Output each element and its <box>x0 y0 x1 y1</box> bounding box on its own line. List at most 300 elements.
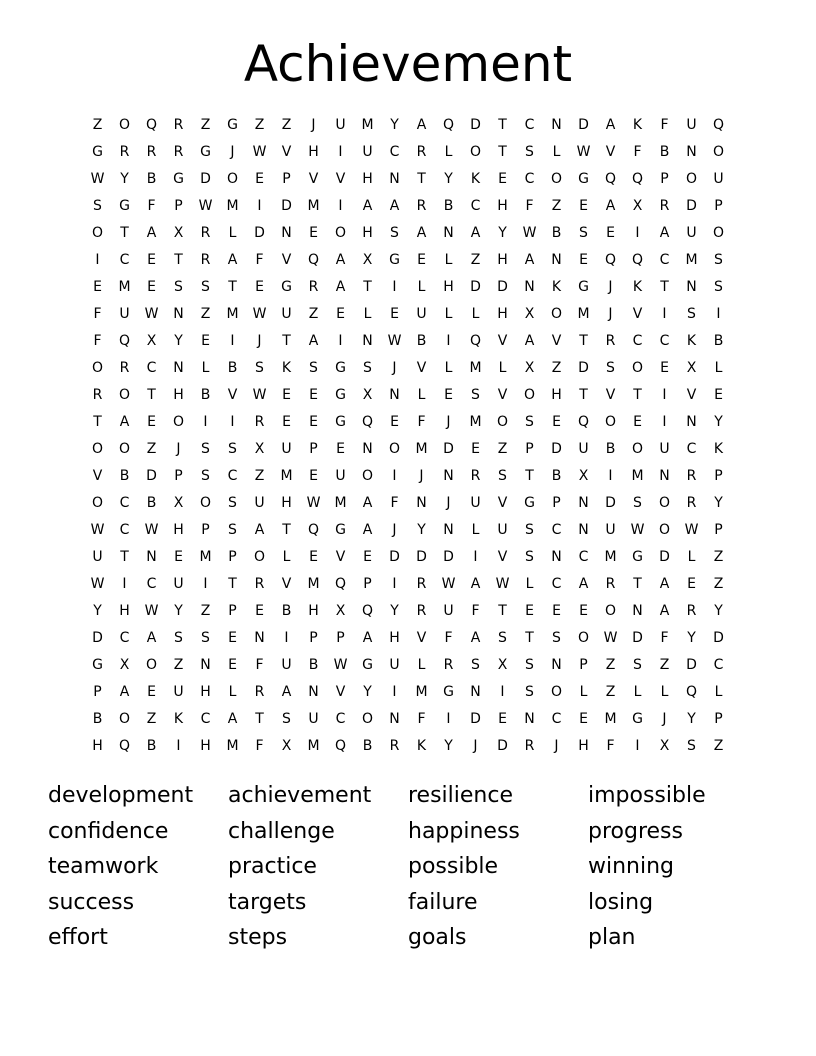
grid-row <box>84 328 732 355</box>
grid-letter: A <box>605 198 616 214</box>
grid-letter: L <box>714 684 723 700</box>
grid-letter: V <box>308 171 319 187</box>
grid-letter: E <box>579 603 588 619</box>
grid-letter: L <box>201 360 210 376</box>
grid-row <box>84 301 732 328</box>
grid-letter: N <box>686 414 697 430</box>
grid-letter: E <box>687 576 696 592</box>
grid-letter: O <box>361 711 374 727</box>
word-list-item: plan <box>588 925 636 951</box>
grid-letter: O <box>523 387 536 403</box>
grid-letter: P <box>363 576 372 592</box>
grid-letter: C <box>551 711 562 727</box>
grid-letter: D <box>470 711 481 727</box>
grid-letter: K <box>686 333 697 349</box>
grid-letter: I <box>392 576 397 592</box>
grid-letter: X <box>524 306 535 322</box>
grid-letter: A <box>659 603 670 619</box>
grid-letter: J <box>176 441 181 457</box>
grid-letter: W <box>495 576 510 592</box>
grid-letter: U <box>281 306 292 322</box>
grid-letter: P <box>174 468 183 484</box>
grid-letter: P <box>93 684 102 700</box>
grid-letter: V <box>281 144 292 160</box>
grid-letter: K <box>281 360 292 376</box>
grid-letter: J <box>446 495 451 511</box>
grid-letter: N <box>443 522 454 538</box>
grid-letter: V <box>416 360 427 376</box>
grid-letter: L <box>363 306 372 322</box>
grid-letter: C <box>632 333 643 349</box>
grid-letter: R <box>200 252 211 268</box>
grid-letter: G <box>92 657 103 673</box>
grid-letter: O <box>712 225 725 241</box>
grid-letter: A <box>524 333 535 349</box>
grid-letter: C <box>227 468 238 484</box>
grid-letter: M <box>118 279 131 295</box>
grid-letter: D <box>254 225 265 241</box>
grid-letter: T <box>633 387 642 403</box>
grid-letter: E <box>282 414 291 430</box>
grid-letter: E <box>309 387 318 403</box>
grid-letter: U <box>281 657 292 673</box>
grid-letter: E <box>579 711 588 727</box>
grid-letter: R <box>605 576 616 592</box>
grid-letter: E <box>363 549 372 565</box>
grid-letter: C <box>119 252 130 268</box>
grid-letter: U <box>443 603 454 619</box>
grid-letter: L <box>282 549 291 565</box>
grid-letter: U <box>389 657 400 673</box>
grid-letter: H <box>200 738 211 754</box>
grid-letter: N <box>146 549 157 565</box>
grid-letter: X <box>578 468 589 484</box>
grid-letter: O <box>550 684 563 700</box>
grid-row <box>84 571 732 598</box>
grid-letter: I <box>338 144 343 160</box>
grid-row <box>84 436 732 463</box>
grid-letter: L <box>417 657 426 673</box>
grid-letter: W <box>630 522 645 538</box>
grid-letter: A <box>470 576 481 592</box>
grid-letter: I <box>284 630 289 646</box>
grid-letter: L <box>660 684 669 700</box>
grid-letter: E <box>255 171 264 187</box>
grid-letter: O <box>226 171 239 187</box>
grid-letter: B <box>92 711 103 727</box>
grid-letter: N <box>551 117 562 133</box>
grid-letter: B <box>416 333 427 349</box>
grid-letter: A <box>578 576 589 592</box>
grid-letter: U <box>605 522 616 538</box>
grid-letter: I <box>662 306 667 322</box>
grid-letter: N <box>524 279 535 295</box>
grid-letter: D <box>551 441 562 457</box>
grid-letter: I <box>392 279 397 295</box>
grid-letter: Y <box>363 684 372 700</box>
grid-letter: M <box>334 495 347 511</box>
grid-letter: A <box>362 522 373 538</box>
grid-letter: W <box>387 333 402 349</box>
grid-letter: N <box>551 657 562 673</box>
grid-letter: W <box>90 522 105 538</box>
grid-letter: A <box>416 225 427 241</box>
grid-letter: M <box>604 549 617 565</box>
grid-letter: P <box>714 198 723 214</box>
grid-letter: V <box>92 468 103 484</box>
grid-letter: T <box>525 468 534 484</box>
grid-letter: O <box>658 495 671 511</box>
grid-letter: J <box>311 117 316 133</box>
grid-letter: O <box>604 414 617 430</box>
grid-letter: H <box>173 522 184 538</box>
grid-letter: S <box>255 360 264 376</box>
grid-letter: H <box>119 603 130 619</box>
grid-letter: D <box>200 171 211 187</box>
grid-letter: Y <box>714 414 723 430</box>
grid-letter: B <box>119 468 130 484</box>
grid-letter: R <box>119 360 130 376</box>
grid-letter: Y <box>174 333 183 349</box>
grid-letter: H <box>362 171 373 187</box>
grid-letter: Y <box>417 522 426 538</box>
grid-letter: Z <box>200 603 211 619</box>
grid-letter: I <box>473 549 478 565</box>
grid-letter: O <box>577 630 590 646</box>
grid-letter: F <box>255 657 264 673</box>
grid-letter: J <box>230 144 235 160</box>
grid-letter: E <box>201 333 210 349</box>
grid-letter: W <box>252 387 267 403</box>
grid-row <box>84 274 732 301</box>
grid-letter: L <box>444 144 453 160</box>
grid-letter: K <box>173 711 184 727</box>
grid-letter: T <box>282 333 291 349</box>
grid-letter: A <box>605 117 616 133</box>
grid-letter: H <box>173 387 184 403</box>
grid-row <box>84 463 732 490</box>
grid-letter: B <box>362 738 373 754</box>
grid-letter: N <box>254 630 265 646</box>
grid-letter: D <box>578 117 589 133</box>
grid-letter: A <box>362 495 373 511</box>
grid-letter: I <box>392 684 397 700</box>
grid-letter: L <box>444 360 453 376</box>
grid-letter: B <box>605 441 616 457</box>
grid-letter: O <box>253 549 266 565</box>
grid-letter: N <box>389 387 400 403</box>
grid-letter: I <box>500 684 505 700</box>
grid-letter: T <box>255 711 264 727</box>
word-list-item: steps <box>228 925 288 951</box>
grid-letter: U <box>335 117 346 133</box>
grid-letter: Y <box>444 738 453 754</box>
grid-letter: G <box>362 657 373 673</box>
grid-letter: G <box>335 360 346 376</box>
grid-row <box>84 409 732 436</box>
grid-letter: E <box>228 630 237 646</box>
grid-letter: E <box>174 549 183 565</box>
grid-letter: E <box>552 414 561 430</box>
grid-letter: I <box>230 333 235 349</box>
grid-letter: X <box>362 252 373 268</box>
grid-letter: C <box>119 630 130 646</box>
grid-letter: A <box>119 414 130 430</box>
grid-letter: A <box>119 684 130 700</box>
grid-letter: R <box>173 117 184 133</box>
grid-letter: R <box>389 738 400 754</box>
grid-letter: V <box>497 549 508 565</box>
grid-letter: X <box>335 603 346 619</box>
grid-letter: Z <box>470 252 481 268</box>
word-list-item: progress <box>588 818 683 844</box>
grid-letter: A <box>335 279 346 295</box>
grid-row <box>84 598 732 625</box>
grid-letter: W <box>576 144 591 160</box>
grid-letter: Z <box>254 117 265 133</box>
grid-letter: Z <box>254 468 265 484</box>
grid-letter: F <box>147 198 156 214</box>
grid-letter: G <box>173 171 184 187</box>
grid-letter: F <box>525 198 534 214</box>
grid-letter: I <box>392 468 397 484</box>
grid-letter: T <box>498 144 507 160</box>
grid-letter: Z <box>713 576 724 592</box>
grid-letter: T <box>417 171 426 187</box>
grid-letter: O <box>91 360 104 376</box>
grid-letter: S <box>309 360 318 376</box>
grid-letter: C <box>470 198 481 214</box>
grid-letter: G <box>92 144 103 160</box>
grid-letter: L <box>444 252 453 268</box>
grid-letter: O <box>199 495 212 511</box>
grid-letter: O <box>91 495 104 511</box>
grid-letter: C <box>713 657 724 673</box>
grid-letter: I <box>95 252 100 268</box>
grid-letter: L <box>552 144 561 160</box>
grid-letter: O <box>550 306 563 322</box>
grid-letter: M <box>226 738 239 754</box>
grid-letter: Z <box>551 360 562 376</box>
grid-letter: T <box>174 252 183 268</box>
grid-letter: S <box>390 225 399 241</box>
grid-letter: C <box>551 576 562 592</box>
grid-letter: L <box>228 684 237 700</box>
grid-letter: G <box>335 414 346 430</box>
grid-letter: S <box>525 414 534 430</box>
grid-letter: E <box>255 603 264 619</box>
grid-letter: G <box>578 171 589 187</box>
grid-letter: N <box>632 603 643 619</box>
grid-letter: C <box>146 576 157 592</box>
grid-letter: D <box>578 360 589 376</box>
grid-letter: S <box>201 441 210 457</box>
grid-row <box>84 733 732 760</box>
grid-letter: U <box>335 468 346 484</box>
grid-letter: C <box>524 171 535 187</box>
grid-letter: H <box>497 198 508 214</box>
grid-letter: Z <box>713 738 724 754</box>
grid-letter: C <box>686 441 697 457</box>
grid-letter: E <box>309 549 318 565</box>
grid-letter: R <box>686 468 697 484</box>
grid-letter: H <box>497 306 508 322</box>
grid-letter: G <box>632 711 643 727</box>
grid-letter: N <box>416 495 427 511</box>
grid-letter: E <box>147 414 156 430</box>
grid-letter: A <box>227 711 238 727</box>
grid-row <box>84 706 732 733</box>
grid-letter: W <box>441 576 456 592</box>
grid-letter: U <box>308 711 319 727</box>
grid-letter: Q <box>469 333 482 349</box>
grid-letter: Y <box>390 603 399 619</box>
grid-letter: A <box>335 252 346 268</box>
grid-letter: O <box>388 441 401 457</box>
grid-letter: E <box>255 279 264 295</box>
grid-letter: Y <box>93 603 102 619</box>
grid-letter: S <box>606 360 615 376</box>
grid-letter: D <box>686 657 697 673</box>
grid-letter: D <box>632 630 643 646</box>
grid-letter: H <box>443 279 454 295</box>
grid-letter: O <box>361 468 374 484</box>
grid-letter: O <box>145 657 158 673</box>
grid-letter: N <box>659 468 670 484</box>
grid-letter: X <box>173 225 184 241</box>
grid-letter: V <box>605 144 616 160</box>
grid-letter: D <box>497 738 508 754</box>
grid-letter: N <box>281 225 292 241</box>
grid-letter: D <box>281 198 292 214</box>
grid-letter: N <box>551 252 562 268</box>
grid-letter: A <box>659 225 670 241</box>
word-list-item: confidence <box>48 818 169 844</box>
grid-letter: V <box>686 387 697 403</box>
grid-letter: O <box>712 144 725 160</box>
grid-letter: N <box>470 684 481 700</box>
grid-letter: M <box>361 117 374 133</box>
word-list-item: losing <box>588 889 654 915</box>
grid-letter: W <box>333 657 348 673</box>
grid-row <box>84 220 732 247</box>
grid-letter: A <box>389 198 400 214</box>
grid-letter: O <box>118 117 131 133</box>
grid-letter: E <box>471 441 480 457</box>
word-list <box>48 778 768 956</box>
grid-letter: V <box>335 684 346 700</box>
grid-letter: S <box>552 630 561 646</box>
grid-letter: P <box>309 630 318 646</box>
grid-letter: S <box>525 684 534 700</box>
grid-letter: P <box>552 495 561 511</box>
grid-letter: E <box>282 387 291 403</box>
grid-letter: P <box>228 603 237 619</box>
grid-letter: R <box>686 603 697 619</box>
grid-letter: E <box>579 252 588 268</box>
grid-letter: R <box>470 468 481 484</box>
grid-letter: K <box>470 171 481 187</box>
grid-letter: U <box>578 441 589 457</box>
grid-letter: D <box>443 549 454 565</box>
word-list-item: development <box>48 783 194 808</box>
grid-letter: B <box>551 225 562 241</box>
grid-letter: K <box>713 441 724 457</box>
grid-letter: F <box>93 306 102 322</box>
grid-letter: Q <box>631 171 644 187</box>
grid-letter: Z <box>281 117 292 133</box>
grid-letter: N <box>173 360 184 376</box>
grid-letter: C <box>524 117 535 133</box>
grid-letter: X <box>524 360 535 376</box>
grid-letter: A <box>227 252 238 268</box>
grid-letter: D <box>146 468 157 484</box>
grid-letter: G <box>578 279 589 295</box>
grid-letter: I <box>230 414 235 430</box>
grid-letter: B <box>551 468 562 484</box>
grid-letter: Y <box>687 630 696 646</box>
grid-letter: R <box>254 414 265 430</box>
grid-letter: S <box>201 630 210 646</box>
grid-letter: A <box>470 225 481 241</box>
grid-letter: C <box>119 522 130 538</box>
grid-letter: B <box>146 171 157 187</box>
grid-letter: X <box>686 360 697 376</box>
grid-letter: P <box>228 549 237 565</box>
grid-letter: O <box>118 711 131 727</box>
grid-letter: F <box>417 711 426 727</box>
grid-letter: R <box>605 333 616 349</box>
grid-letter: T <box>228 279 237 295</box>
grid-letter: S <box>228 441 237 457</box>
grid-letter: O <box>118 441 131 457</box>
grid-letter: D <box>443 441 454 457</box>
grid-letter: V <box>227 387 238 403</box>
grid-letter: A <box>362 630 373 646</box>
grid-letter: Q <box>442 117 455 133</box>
grid-letter: V <box>551 333 562 349</box>
grid-letter: A <box>362 198 373 214</box>
grid-letter: A <box>281 684 292 700</box>
grid-letter: L <box>228 225 237 241</box>
grid-letter: X <box>632 198 643 214</box>
grid-letter: M <box>226 198 239 214</box>
grid-row <box>84 355 732 382</box>
grid-letter: U <box>92 549 103 565</box>
grid-letter: Q <box>334 576 347 592</box>
grid-letter: C <box>119 495 130 511</box>
grid-letter: O <box>91 441 104 457</box>
grid-letter: E <box>714 387 723 403</box>
grid-letter: Q <box>577 414 590 430</box>
grid-letter: R <box>524 738 535 754</box>
grid-letter: E <box>498 171 507 187</box>
grid-letter: R <box>416 576 427 592</box>
grid-letter: I <box>662 387 667 403</box>
grid-letter: D <box>470 279 481 295</box>
grid-letter: S <box>633 495 642 511</box>
grid-letter: B <box>146 495 157 511</box>
grid-letter: F <box>93 333 102 349</box>
grid-letter: R <box>254 576 265 592</box>
grid-letter: H <box>92 738 103 754</box>
grid-letter: D <box>470 117 481 133</box>
grid-letter: Y <box>390 117 399 133</box>
word-list-item: impossible <box>588 783 706 808</box>
grid-letter: M <box>226 306 239 322</box>
grid-letter: W <box>90 171 105 187</box>
grid-letter: W <box>144 306 159 322</box>
